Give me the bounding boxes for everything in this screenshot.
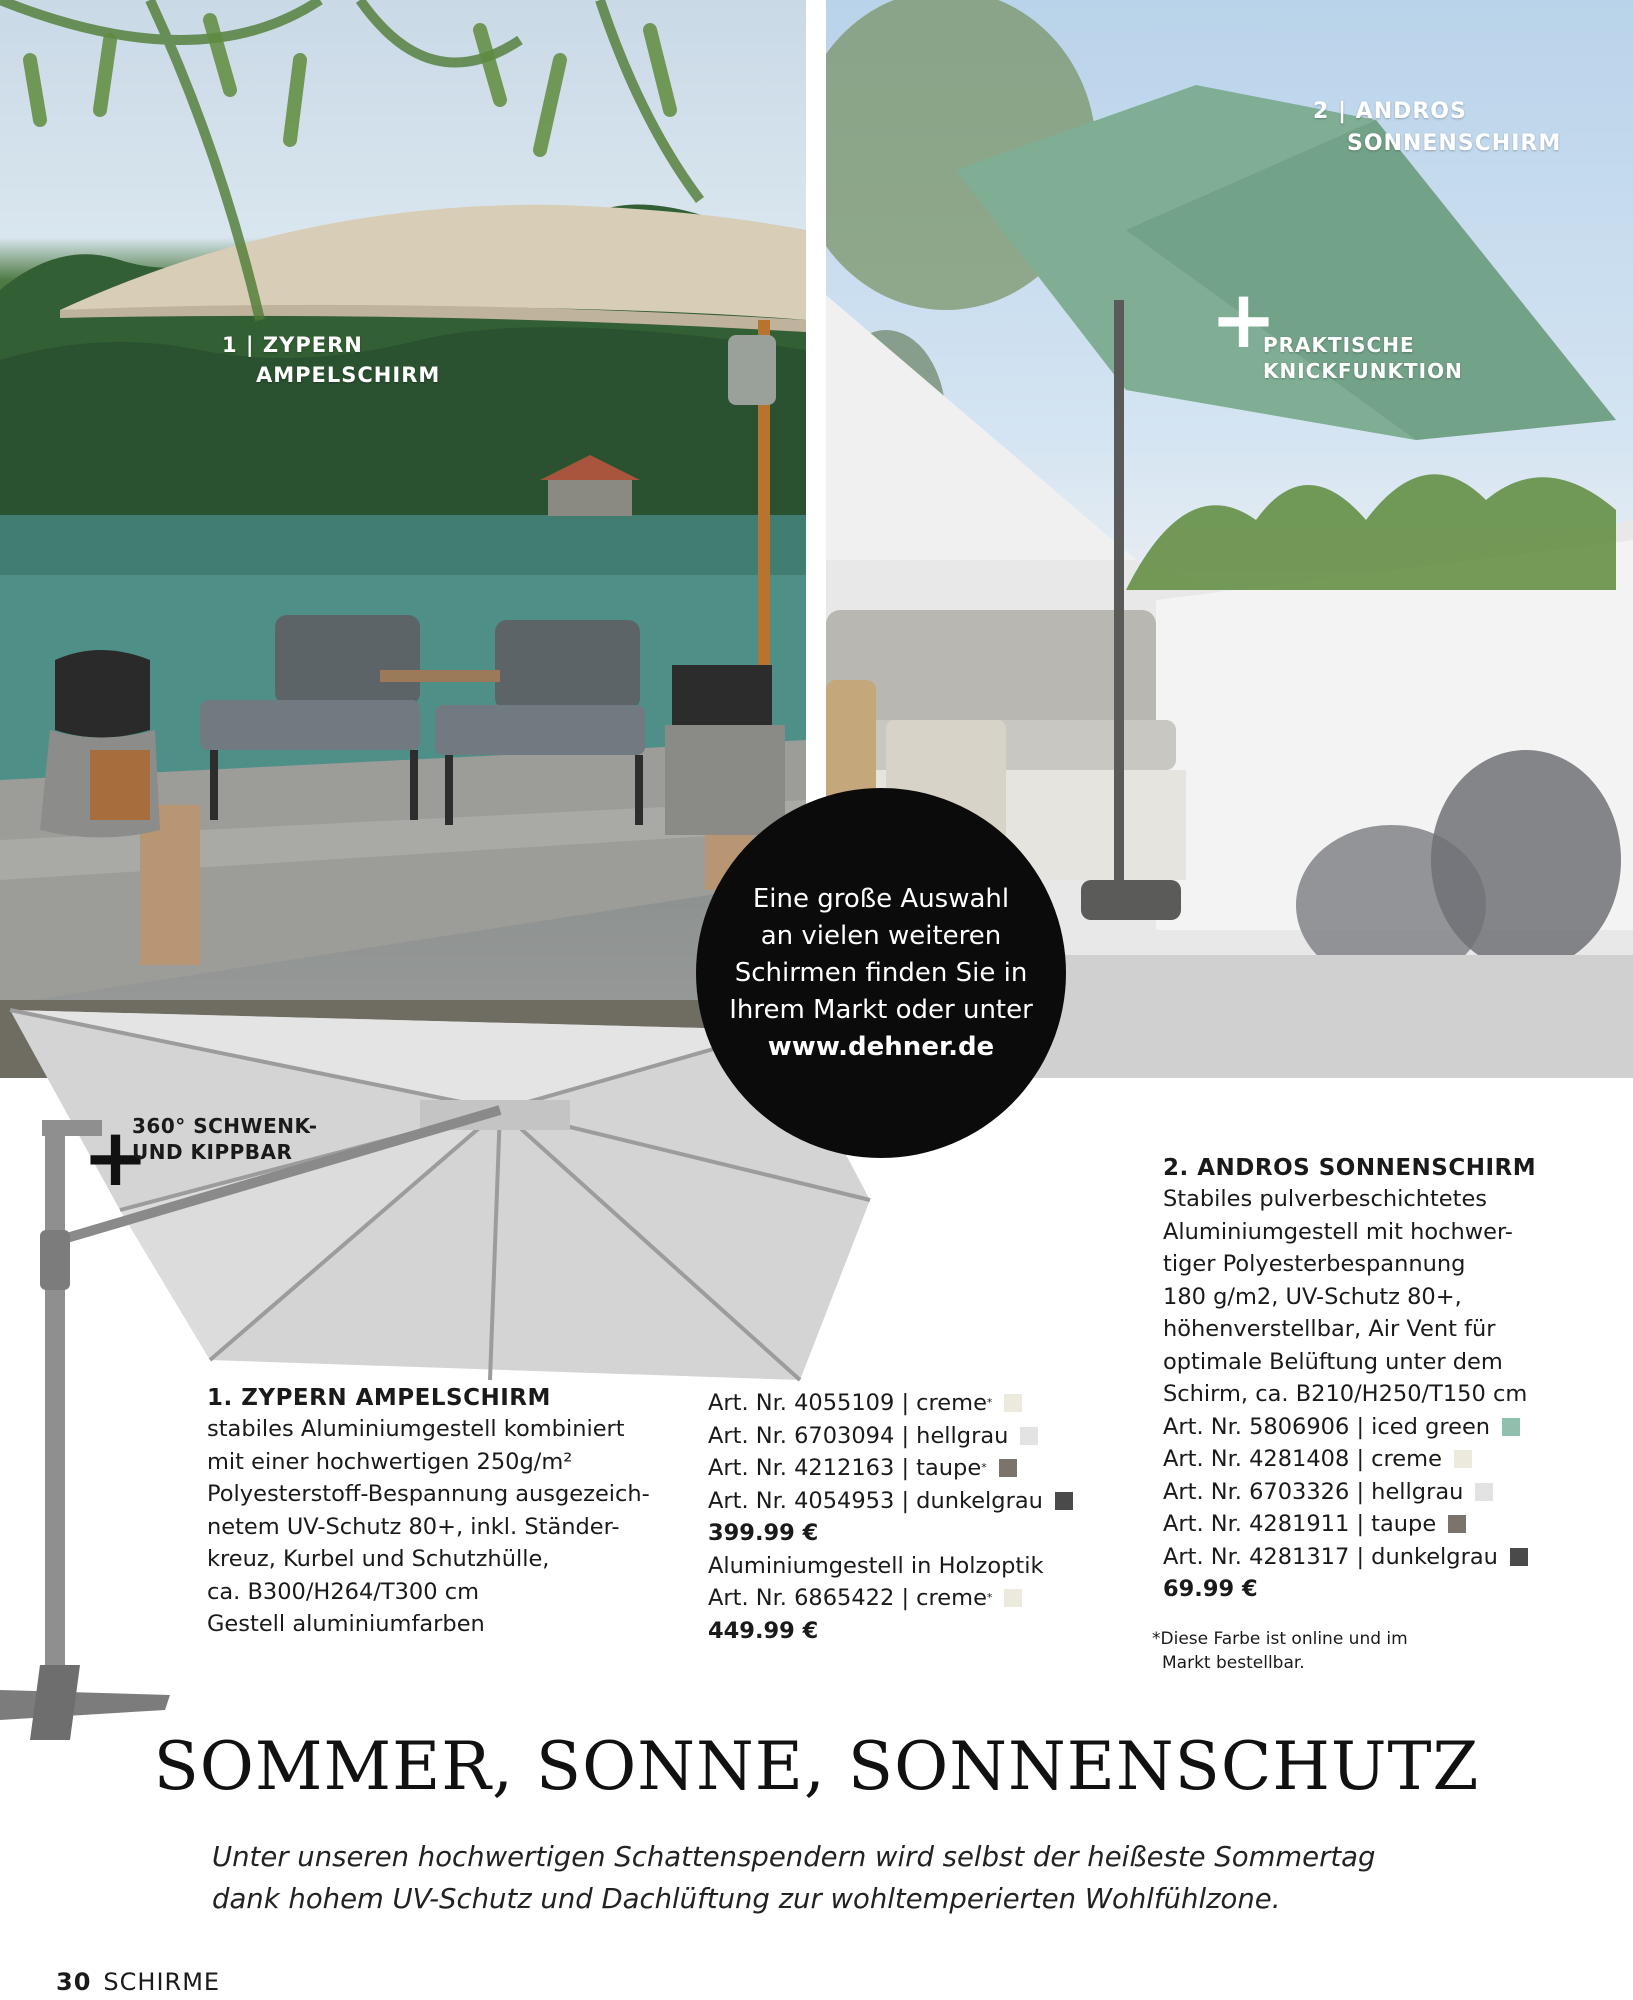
color-swatch-iced-green (1502, 1418, 1520, 1436)
article-row (708, 1485, 1088, 1518)
product1-line: kreuz, Kurbel und Schutzhülle, (207, 1546, 550, 1572)
product2-body (1163, 1183, 1623, 1606)
product1-line: ca. B300/H264/T300 cm (207, 1578, 479, 1605)
product1-line: mit einer hochwertigen 250g/m² (207, 1448, 573, 1475)
product2-line: optimale Belüftung unter dem (1163, 1348, 1503, 1375)
page-folio (56, 1968, 220, 1996)
article-text: Art. Nr. 4055109 | creme (708, 1390, 987, 1416)
page-subline (212, 1836, 1375, 1920)
promo-bubble-line3: Schirmen finden Sie in (734, 957, 1028, 988)
article-text: Art. Nr. 6703326 | hellgrau (1163, 1478, 1464, 1505)
product2-price: 69.99 € (1163, 1576, 1258, 1602)
product1-variant-label: Aluminiumgestell in Holzoptik (708, 1552, 1044, 1579)
color-swatch-dunkelgrau (1510, 1548, 1528, 1566)
feature-badge-360-line2: UND KIPPBAR (132, 1140, 293, 1164)
page-headline: SOMMER, SONNE, SONNENSCHUTZ (153, 1728, 1480, 1805)
article-text: Art. Nr. 4212163 | taupe (708, 1455, 982, 1481)
page-number: 30 (56, 1968, 92, 1996)
photo-zypern-lake-dock (0, 0, 806, 1078)
footnote-line2: Markt bestellbar. (1162, 1653, 1305, 1673)
promo-bubble-line2: an vielen weiteren (760, 920, 1002, 951)
page-subline-line1: Unter unseren hochwertigen Schattenspendern wird selbst der heißeste Sommertag (212, 1841, 1376, 1873)
product2-line: Schirm, ca. B210/H250/T150 cm (1163, 1381, 1528, 1407)
article-row (1163, 1476, 1623, 1509)
article-text: Art. Nr. 4281408 | creme (1163, 1446, 1442, 1472)
color-swatch-hellgrau (1020, 1427, 1038, 1445)
product2-title: 2. ANDROS SONNENSCHIRM (1163, 1155, 1537, 1181)
product2-line: Aluminiumgestell mit hochwer- (1163, 1218, 1513, 1245)
product1-variant-price: 449.99 € (708, 1617, 819, 1644)
photo-zypern-illustration (0, 0, 806, 1078)
article-text: Art. Nr. 4281317 | dunkelgrau (1163, 1543, 1498, 1570)
color-swatch-dunkelgrau (1055, 1492, 1073, 1510)
page-subline-line2: dank hohem UV-Schutz und Dachlüftung zur wohltemperierten Wohlfühlzone. (212, 1883, 1281, 1915)
product1-title: 1. ZYPERN AMPELSCHIRM (207, 1385, 551, 1411)
photo-label-zypern (222, 330, 440, 390)
footnote-line1: *Diese Farbe ist online und im (1152, 1629, 1408, 1649)
color-swatch-taupe (1448, 1515, 1466, 1533)
color-swatch-creme (1454, 1450, 1472, 1468)
promo-bubble (696, 788, 1066, 1158)
product1-line: Gestell aluminiumfarben (207, 1611, 485, 1637)
feature-badge-360-line1: 360° SCHWENK- (132, 1114, 318, 1138)
product1-price: 399.99 € (708, 1520, 819, 1546)
color-swatch-creme (1004, 1589, 1022, 1607)
article-row (1163, 1541, 1623, 1574)
photo-feature-andros (1263, 332, 1463, 384)
product2-line: Stabiles pulverbeschichtetes (1163, 1186, 1488, 1212)
color-swatch-hellgrau (1475, 1483, 1493, 1501)
feature-badge-360 (132, 1113, 318, 1165)
article-row: Art. Nr. 4212163 | taupe * (708, 1452, 1088, 1485)
photo-feature-andros-line1: PRAKTISCHE (1263, 333, 1415, 357)
product1-line: Polyesterstoff-Bespannung ausgezeich- (207, 1481, 650, 1507)
article-text: Art. Nr. 4054953 | dunkelgrau (708, 1487, 1043, 1514)
section-name: SCHIRME (103, 1968, 221, 1996)
photo-label-zypern-name: AMPELSCHIRM (256, 363, 441, 387)
color-swatch-creme (1004, 1394, 1022, 1412)
product1-line: netem UV-Schutz 80+, inkl. Ständer- (207, 1513, 620, 1540)
promo-bubble-line4: Ihrem Markt oder unter (729, 994, 1033, 1025)
article-text: Art. Nr. 6865422 | creme (708, 1585, 987, 1611)
promo-bubble-url[interactable]: www.dehner.de (767, 1031, 995, 1062)
plus-icon: + (1210, 273, 1278, 366)
photo-label-zypern-number: 1 | ZYPERN (222, 333, 363, 357)
promo-bubble-line1: Eine große Auswahl (752, 883, 1010, 914)
product2-line: höhenverstellbar, Air Vent für (1163, 1316, 1496, 1342)
product1-line: stabiles Aluminiumgestell kombiniert (207, 1416, 625, 1442)
article-row (708, 1420, 1088, 1453)
photo-label-andros-number: 2 | ANDROS (1313, 99, 1467, 124)
photo-label-andros (1313, 96, 1561, 160)
plus-icon: + (82, 1111, 150, 1204)
article-row (1163, 1508, 1623, 1541)
product2-line: 180 g/m2, UV-Schutz 80+, (1163, 1283, 1462, 1310)
product2-line: tiger Polyesterbespannung (1163, 1251, 1466, 1277)
article-row (1163, 1411, 1623, 1444)
photo-feature-andros-line2: KNICKFUNKTION (1263, 359, 1463, 383)
article-text: Art. Nr. 4281911 | taupe (1163, 1511, 1437, 1537)
color-swatch-taupe (999, 1459, 1017, 1477)
product2-description (1163, 1155, 1623, 1606)
photo-label-andros-name: SONNENSCHIRM (1347, 131, 1562, 156)
article-row: Art. Nr. 6865422 | creme * (708, 1582, 1088, 1615)
article-text: Art. Nr. 5806906 | iced green (1163, 1413, 1491, 1440)
product1-body (207, 1413, 687, 1641)
product1-articles (708, 1387, 1088, 1647)
product1-description (207, 1385, 687, 1641)
footnote (1152, 1627, 1408, 1675)
article-row (1163, 1443, 1623, 1476)
article-row: Art. Nr. 4055109 | creme * (708, 1387, 1088, 1420)
article-text: Art. Nr. 6703094 | hellgrau (708, 1422, 1009, 1449)
